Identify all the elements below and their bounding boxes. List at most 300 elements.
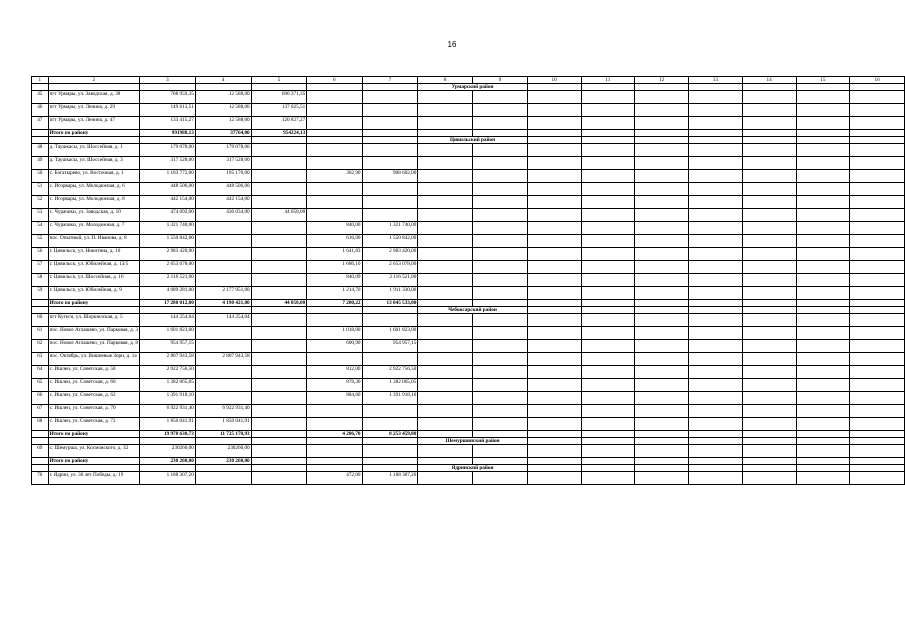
empty-cell (418, 340, 473, 353)
empty-cell (796, 431, 850, 438)
empty-cell (689, 104, 743, 117)
total-cost-cell: 1 850 041,91 (139, 418, 195, 431)
empty-cell (581, 222, 635, 235)
empty-cell (307, 465, 362, 472)
total-cell-7 (362, 458, 418, 465)
empty-cell (195, 465, 251, 472)
address-cell: пгт Кугеси, ул. Шоршелская, д. 5 (48, 314, 139, 327)
empty-cell (742, 137, 796, 144)
empty-cell (742, 445, 796, 458)
empty-cell (418, 300, 473, 307)
total-cost-cell: 2 116 521,00 (139, 274, 195, 287)
row-number: 64 (32, 366, 49, 379)
empty-cell (689, 431, 743, 438)
empty-cell (581, 353, 635, 366)
cost-cell-7 (362, 418, 418, 431)
total-cell-7 (362, 130, 418, 137)
empty-cell (635, 261, 689, 274)
area-cell (307, 418, 362, 431)
area-cell: 362,90 (307, 170, 362, 183)
empty-cell (581, 366, 635, 379)
district-total-row (32, 431, 905, 438)
row-number: 49 (32, 157, 49, 170)
empty-cell (635, 392, 689, 405)
address-cell: с. Игорвары, ул. Молодежная, д. 8 (48, 196, 139, 209)
empty-cell (689, 379, 743, 392)
empty-cell (418, 431, 473, 438)
empty-cell (850, 392, 905, 405)
empty-cell (473, 366, 528, 379)
empty-cell (635, 465, 689, 472)
empty-cell (581, 300, 635, 307)
empty-cell (796, 274, 850, 287)
cost-cell-5 (251, 144, 307, 157)
empty-cell (689, 144, 743, 157)
empty-cell (527, 418, 581, 431)
empty-cell (473, 379, 528, 392)
empty-cell (742, 209, 796, 222)
empty-cell (473, 418, 528, 431)
cost-cell-4: 430 034,00 (195, 209, 251, 222)
cost-cell-7 (362, 144, 418, 157)
cost-cell-4: 195 170,00 (195, 170, 251, 183)
cost-cell-5 (251, 445, 307, 458)
area-cell (307, 104, 362, 117)
empty-cell (796, 327, 850, 340)
total-cell-7: 13 045 533,00 (362, 300, 418, 307)
empty-cell (581, 84, 635, 91)
empty-cell (689, 196, 743, 209)
header-row (32, 77, 905, 84)
empty-cell (581, 144, 635, 157)
empty-cell (635, 104, 689, 117)
header-cell: 5 (251, 77, 307, 84)
row-number: 54 (32, 222, 49, 235)
empty-cell (581, 117, 635, 130)
empty-cell (796, 183, 850, 196)
empty-cell (796, 104, 850, 117)
area-cell: 1 018,00 (307, 327, 362, 340)
table-row (32, 314, 905, 327)
header-cell: 11 (581, 77, 635, 84)
cost-cell-5 (251, 392, 307, 405)
cost-cell-5: 137 025,51 (251, 104, 307, 117)
area-cell (307, 314, 362, 327)
empty-cell (418, 196, 473, 209)
empty-cell (742, 379, 796, 392)
empty-cell (635, 248, 689, 261)
empty-cell (527, 144, 581, 157)
empty-cell (635, 458, 689, 465)
empty-cell (473, 117, 528, 130)
empty-cell (527, 379, 581, 392)
table-row (32, 418, 905, 431)
empty-cell (581, 137, 635, 144)
area-cell (307, 353, 362, 366)
cost-cell-5 (251, 353, 307, 366)
table-row (32, 222, 905, 235)
total-cell-5: 954224,13 (251, 130, 307, 137)
empty-cell (742, 307, 796, 314)
empty-cell (742, 431, 796, 438)
empty-cell (796, 261, 850, 274)
empty-cell (527, 104, 581, 117)
total-cost-cell: 1 103 772,00 (139, 170, 195, 183)
empty-cell (850, 300, 905, 307)
section-header-row (32, 307, 905, 314)
cost-cell-7 (362, 209, 418, 222)
total-cell-6: 7 200,22 (307, 300, 362, 307)
empty-cell (850, 472, 905, 485)
header-cell: 8 (418, 77, 473, 84)
address-cell: г. Цивильск, ул. Юбилейная, д. 13/5 (48, 261, 139, 274)
cost-cell-5 (251, 222, 307, 235)
header-cell: 6 (307, 77, 362, 84)
total-cost-cell: 1 321 740,00 (139, 222, 195, 235)
empty-cell (796, 84, 850, 91)
empty-cell (742, 327, 796, 340)
empty-cell (527, 157, 581, 170)
cost-cell-5 (251, 327, 307, 340)
cost-cell-7: 1 911 330,00 (362, 287, 418, 300)
empty-cell (139, 438, 195, 445)
total-cell-4: 4 190 421,00 (195, 300, 251, 307)
cost-cell-4 (195, 366, 251, 379)
empty-cell (581, 235, 635, 248)
empty-cell (635, 340, 689, 353)
cost-cell-4 (195, 222, 251, 235)
empty-cell (473, 458, 528, 465)
cost-cell-5: 44 058,00 (251, 209, 307, 222)
empty-cell (527, 472, 581, 485)
empty-cell (473, 261, 528, 274)
empty-cell (689, 314, 743, 327)
cost-cell-4: 179 078,00 (195, 144, 251, 157)
empty-cell (689, 183, 743, 196)
section-title: Ядринский район (418, 465, 527, 472)
empty-cell (635, 287, 689, 300)
cost-cell-7 (362, 405, 418, 418)
empty-cell (527, 248, 581, 261)
empty-cell (796, 307, 850, 314)
table-row (32, 353, 905, 366)
row-number: 57 (32, 261, 49, 274)
cost-cell-4 (195, 327, 251, 340)
empty-cell (850, 287, 905, 300)
district-total-row (32, 130, 905, 137)
empty-cell (850, 327, 905, 340)
address-cell: с. Ишлеи, ул. Советская, д. 62 (48, 392, 139, 405)
cost-cell-5 (251, 183, 307, 196)
total-cost-cell: 317 528,00 (139, 157, 195, 170)
cost-cell-7 (362, 445, 418, 458)
total-cell-3: 17 280 012,00 (139, 300, 195, 307)
area-cell (307, 91, 362, 104)
empty-cell (527, 405, 581, 418)
empty-cell (418, 274, 473, 287)
empty-cell (527, 209, 581, 222)
area-cell (307, 157, 362, 170)
empty-cell (850, 84, 905, 91)
empty-cell (418, 170, 473, 183)
empty-cell (850, 314, 905, 327)
empty-cell (251, 137, 307, 144)
total-cost-cell: 230260,00 (139, 445, 195, 458)
empty-cell (635, 366, 689, 379)
empty-cell (473, 183, 528, 196)
section-title: Чебоксарский район (418, 307, 527, 314)
empty-cell (418, 327, 473, 340)
empty-cell (581, 130, 635, 137)
empty-cell (796, 170, 850, 183)
empty-cell (689, 366, 743, 379)
row-number: 63 (32, 353, 49, 366)
cost-cell-5 (251, 418, 307, 431)
empty-cell (195, 84, 251, 91)
cost-cell-7: 1 321 740,00 (362, 222, 418, 235)
empty-cell (796, 130, 850, 137)
empty-cell (689, 209, 743, 222)
empty-cell (850, 340, 905, 353)
empty-cell (418, 261, 473, 274)
empty-cell (139, 137, 195, 144)
empty-cell (473, 235, 528, 248)
empty-cell (418, 287, 473, 300)
empty-cell (635, 137, 689, 144)
total-cell-5 (251, 431, 307, 438)
empty-cell (742, 465, 796, 472)
empty-cell (635, 314, 689, 327)
empty-cell (850, 458, 905, 465)
empty-cell (850, 157, 905, 170)
address-cell: г. Ядрин, ул. 30 лет Победы, д. 19 (48, 472, 139, 485)
empty-cell (635, 91, 689, 104)
empty-cell (742, 418, 796, 431)
row-number: 52 (32, 196, 49, 209)
empty-cell (139, 307, 195, 314)
empty-cell (527, 84, 581, 91)
empty-cell (527, 130, 581, 137)
empty-cell (796, 287, 850, 300)
table-row (32, 392, 905, 405)
address-cell: пос. Опытный, ул. П. Иванова, д. 8 (48, 235, 139, 248)
empty-cell (850, 170, 905, 183)
empty-cell (581, 307, 635, 314)
row-number: 50 (32, 170, 49, 183)
total-cost-cell: 474 092,00 (139, 209, 195, 222)
empty-cell (527, 222, 581, 235)
cost-cell-7: 1 188 307,20 (362, 472, 418, 485)
address-cell: д. Таушкасы, ул. Шоссейная, д. 1 (48, 144, 139, 157)
empty-cell (473, 340, 528, 353)
cost-cell-7 (362, 314, 418, 327)
total-cost-cell: 6 922 931,40 (139, 405, 195, 418)
row-number: 68 (32, 418, 49, 431)
empty-cell (581, 472, 635, 485)
empty-cell (581, 465, 635, 472)
header-cell: 2 (48, 77, 139, 84)
cost-cell-4: 230260,00 (195, 445, 251, 458)
address-cell: с. Чурачики, ул. Заводская, д. 10 (48, 209, 139, 222)
header-cell: 9 (473, 77, 528, 84)
empty-cell (796, 366, 850, 379)
empty-cell (418, 314, 473, 327)
empty-cell (635, 327, 689, 340)
area-cell (307, 117, 362, 130)
table-row (32, 327, 905, 340)
address-cell: пгт Урмары, ул. Ленина, д. 29 (48, 104, 139, 117)
cost-cell-5 (251, 170, 307, 183)
empty-cell (689, 472, 743, 485)
empty-cell (418, 458, 473, 465)
empty-cell (527, 392, 581, 405)
empty-cell (473, 287, 528, 300)
empty-cell (195, 438, 251, 445)
empty-cell (527, 353, 581, 366)
empty-cell (635, 307, 689, 314)
empty-cell (689, 261, 743, 274)
header-cell: 3 (139, 77, 195, 84)
address-cell: с. Игорвары, ул. Молодежная, д. 6 (48, 183, 139, 196)
cost-cell-4: 2 807 943,58 (195, 353, 251, 366)
empty-cell (527, 137, 581, 144)
empty-cell (527, 170, 581, 183)
area-cell: 884,60 (307, 392, 362, 405)
cost-cell-4: 6 922 931,40 (195, 405, 251, 418)
empty-cell (581, 196, 635, 209)
empty-cell (581, 445, 635, 458)
table-row (32, 248, 905, 261)
total-cost-cell: 179 078,00 (139, 144, 195, 157)
empty-cell (689, 300, 743, 307)
empty-cell (689, 438, 743, 445)
cost-cell-4: 12 588,00 (195, 104, 251, 117)
cost-cell-4: 442 154,00 (195, 196, 251, 209)
cost-cell-4 (195, 248, 251, 261)
total-cost-cell: 1 188 307,20 (139, 472, 195, 485)
total-cost-cell: 442 154,00 (139, 196, 195, 209)
empty-cell (742, 157, 796, 170)
empty-cell (527, 274, 581, 287)
cost-cell-7: 2 116 521,00 (362, 274, 418, 287)
cost-cell-7: 1 601 823,00 (362, 327, 418, 340)
total-cost-cell: 1 391 918,10 (139, 392, 195, 405)
empty-cell (635, 196, 689, 209)
empty-cell (527, 458, 581, 465)
empty-cell (195, 307, 251, 314)
empty-cell (527, 438, 581, 445)
empty-cell (581, 458, 635, 465)
empty-cell (473, 327, 528, 340)
empty-cell (418, 379, 473, 392)
cost-cell-5 (251, 196, 307, 209)
cost-cell-5 (251, 405, 307, 418)
row-number: 65 (32, 379, 49, 392)
empty-cell (635, 222, 689, 235)
table-row (32, 472, 905, 485)
empty-cell (418, 392, 473, 405)
total-label: Итого по району (48, 300, 139, 307)
cost-cell-7: 2 922 756,50 (362, 366, 418, 379)
empty-cell (527, 327, 581, 340)
empty-cell (251, 307, 307, 314)
empty-cell (418, 418, 473, 431)
empty-cell (527, 196, 581, 209)
empty-cell (635, 379, 689, 392)
row-number: 46 (32, 104, 49, 117)
total-cost-cell: 144 254,04 (139, 314, 195, 327)
cost-cell-7: 1 382 065,05 (362, 379, 418, 392)
row-number: 58 (32, 274, 49, 287)
table-row (32, 170, 905, 183)
total-cell-6: 4 206,70 (307, 431, 362, 438)
empty-cell (527, 300, 581, 307)
row-number: 66 (32, 392, 49, 405)
area-cell: 1 686,10 (307, 261, 362, 274)
empty-cell (689, 84, 743, 91)
empty-cell (689, 353, 743, 366)
area-cell: 878,30 (307, 379, 362, 392)
empty-cell (362, 137, 418, 144)
empty-cell (742, 472, 796, 485)
total-cell-6 (307, 130, 362, 137)
row-number: 53 (32, 209, 49, 222)
empty-cell (796, 418, 850, 431)
area-cell (307, 144, 362, 157)
address-cell: с. Ишлеи, ул. Советская, д. 72 (48, 418, 139, 431)
empty-cell (418, 235, 473, 248)
area-cell (307, 445, 362, 458)
total-label: Итого по району (48, 130, 139, 137)
empty-cell (195, 137, 251, 144)
table-row (32, 379, 905, 392)
empty-cell (742, 274, 796, 287)
empty-cell (742, 170, 796, 183)
empty-cell (850, 209, 905, 222)
empty-cell (742, 366, 796, 379)
cost-cell-5 (251, 261, 307, 274)
total-cost-cell: 448 506,00 (139, 183, 195, 196)
empty-cell (418, 104, 473, 117)
cost-cell-4 (195, 379, 251, 392)
empty-cell (473, 353, 528, 366)
total-cell-4: 11 725 170,93 (195, 431, 251, 438)
cost-cell-5: 120 827,27 (251, 117, 307, 130)
address-cell: с. Ишлеи, ул. Советская, д. 60 (48, 379, 139, 392)
row-number: 61 (32, 327, 49, 340)
table-row (32, 235, 905, 248)
header-cell: 4 (195, 77, 251, 84)
empty-cell (473, 209, 528, 222)
empty-cell (742, 183, 796, 196)
area-cell: 600,90 (307, 340, 362, 353)
empty-cell (796, 209, 850, 222)
total-cost-cell: 708 959,35 (139, 91, 195, 104)
empty-cell (418, 445, 473, 458)
address-cell: с. Чурачики, ул. Молодежная, д. 7 (48, 222, 139, 235)
header-cell: 1 (32, 77, 49, 84)
empty-cell (527, 235, 581, 248)
empty-cell (742, 314, 796, 327)
empty-cell (850, 438, 905, 445)
empty-cell (418, 157, 473, 170)
empty-cell (689, 458, 743, 465)
empty-cell (473, 274, 528, 287)
cost-cell-5 (251, 274, 307, 287)
empty-cell (796, 235, 850, 248)
table-row (32, 209, 905, 222)
section-title: Шемуршинский район (418, 438, 527, 445)
